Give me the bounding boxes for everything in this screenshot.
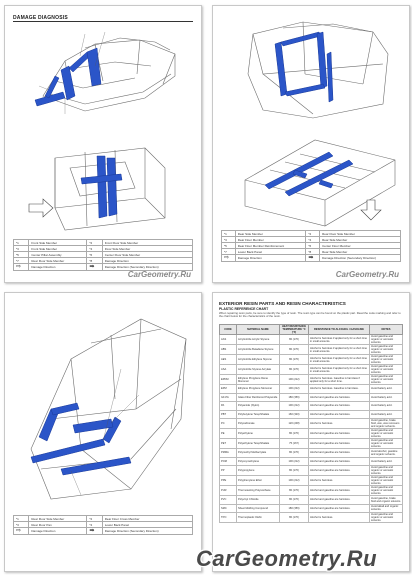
column-header: MATERIAL NAME — [237, 325, 280, 335]
page-watermark: CarGeometry.Ru — [335, 270, 399, 279]
table-cell: Acrylonitrile Butadiene Styrene — [237, 345, 280, 355]
table-cell: PUR — [220, 486, 237, 496]
table-cell: AAS — [220, 335, 237, 345]
table-row — [220, 355, 403, 365]
table-cell: PP — [220, 466, 237, 476]
table-row — [220, 449, 403, 458]
table-cell: Polymethyl Methacrylate — [237, 449, 280, 458]
legend-code: *1 — [14, 516, 29, 522]
table-cell: Alcohol and gasoline are harmless. — [309, 449, 370, 458]
table-cell: Avoid gasoline and organic or aromatic solvents. — [370, 335, 403, 345]
manual-page-resin-parts — [212, 292, 410, 572]
legend-label: Rear Floor Side Member — [29, 516, 87, 522]
legend-label: Lower Back Panel — [102, 522, 192, 528]
table-cell: GF-PA — [220, 393, 237, 402]
floor-structure-diagram — [11, 299, 195, 509]
table-cell: Avoid battery acid. — [370, 402, 403, 411]
table-cell: 120 (248) — [280, 419, 309, 429]
table-cell: EPM — [220, 385, 237, 394]
legend-table — [13, 239, 193, 271]
hollow-arrow-icon: ⇨ — [14, 264, 29, 271]
table-cell: Acrylonitrile Ethylene Styrene — [237, 355, 280, 365]
table-cell: 160 (320) — [280, 410, 309, 419]
table-cell: EPDM — [220, 375, 237, 385]
manual-page-damage-diagnosis-floor — [4, 292, 202, 572]
table-cell: Avoid gasoline and organic or aromatic solvents. — [370, 439, 403, 449]
table-row — [220, 457, 403, 466]
table-cell: PA — [220, 402, 237, 411]
legend-label: Rear Floor Member — [235, 237, 306, 243]
plastic-reference-table — [219, 324, 403, 523]
legend-code: *1 — [222, 231, 236, 237]
legend-label: Front Side Member — [29, 240, 87, 246]
solid-arrow-icon: ➡ — [87, 528, 102, 535]
table-cell: Acrylonitrile Styrene Acrylate — [237, 365, 280, 375]
table-row — [220, 496, 403, 505]
table-cell: Avoid gasoline and organic or aromatic solvents. — [370, 365, 403, 375]
legend-label: Rear Side Member — [320, 237, 401, 243]
table-row — [220, 410, 403, 419]
table-cell: Polyoxymethylene — [237, 457, 280, 466]
table-header-row — [220, 325, 403, 335]
table-cell: Alcohol is harmless. Gasoline is harmless. — [309, 385, 370, 394]
table-cell: Avoid gasoline and organic or aromatic solvents. — [370, 355, 403, 365]
table-row — [220, 504, 403, 513]
legend-table — [13, 515, 193, 535]
legend-label: Rear Side Member — [320, 249, 401, 255]
legend-code: *1 — [14, 240, 29, 246]
table-row — [220, 375, 403, 385]
table-cell: Avoid gasoline and organic or aromatic solvents. — [370, 513, 403, 523]
table-cell: Avoid battery acid. — [370, 410, 403, 419]
intro-paragraph: When repairing resin parts, be sure to identify the type of resin. The resin type can be found on the plastic part. Read the code marking and refer to the chart below for the characteristics of the resin. — [219, 311, 401, 319]
table-cell: Avoid gasoline and organic or aromatic solvents. — [370, 486, 403, 496]
table-row — [220, 513, 403, 523]
title-divider — [13, 21, 193, 22]
table-cell: Polypropylene — [237, 466, 280, 476]
table-cell: Alcohol is harmless if applied only for a short time in small amounts. — [309, 365, 370, 375]
legend-label: Front Side Member — [29, 246, 87, 252]
table-cell: 180 (356) — [280, 393, 309, 402]
legend-label: Damage Direction — [29, 528, 87, 535]
legend-code: *6 — [87, 252, 102, 258]
table-row — [220, 365, 403, 375]
table-row — [220, 393, 403, 402]
legend-label: Rear Floor Side Member — [320, 231, 401, 237]
table-cell: Alcohol and gasoline are harmless. — [309, 457, 370, 466]
column-header: NOTES — [370, 325, 403, 335]
legend-label: Center Pillar Assembly — [29, 252, 87, 258]
table-cell: Avoid battery acid. — [370, 385, 403, 394]
legend-code: *3 — [222, 237, 236, 243]
table-cell: Glass Fiber Reinforced Polyamide — [237, 393, 280, 402]
legend-code: *2 — [306, 231, 320, 237]
table-cell: Alcohol is harmless. — [309, 513, 370, 523]
table-cell: 75 (167) — [280, 439, 309, 449]
table-cell: Avoid gasoline and organic or aromatic solvents. — [370, 429, 403, 439]
table-cell: ASA — [220, 365, 237, 375]
table-cell: Avoid alkali and organic solvents. — [370, 504, 403, 513]
table-cell: Alcohol is harmless if applied only for a short time in small amounts. — [309, 345, 370, 355]
table-cell: 80 (176) — [280, 335, 309, 345]
table-row — [220, 385, 403, 394]
table-cell: Avoid gasoline and organic or aromatic solvents. — [370, 345, 403, 355]
table-cell: Polyamide (Nylon) — [237, 402, 280, 411]
table-row — [220, 335, 403, 345]
legend-label: Damage Direction (Secondary Direction) — [102, 264, 192, 271]
site-watermark: CarGeometry.Ru — [196, 546, 378, 571]
table-cell: Ethylene Propylene Monomer — [237, 385, 280, 394]
table-row — [220, 476, 403, 486]
table-cell: Sheet Molding Compound — [237, 504, 280, 513]
table-cell: Avoid battery acid. — [370, 393, 403, 402]
table-cell: 80 (176) — [280, 345, 309, 355]
legend-code: *7 — [222, 249, 236, 255]
legend-code: *2 — [87, 240, 102, 246]
table-cell: Alcohol and gasoline are harmless. — [309, 496, 370, 505]
table-cell: PET — [220, 439, 237, 449]
legend-label: Damage Direction — [235, 255, 306, 262]
table-cell: PC — [220, 419, 237, 429]
legend-label: Damage Direction (Secondary Direction) — [320, 255, 401, 262]
table-cell: ABS — [220, 345, 237, 355]
table-cell: Alcohol is harmless. — [309, 476, 370, 486]
legend-code: *5 — [14, 252, 29, 258]
table-cell: Avoid alcohol, gasoline and organic solvents. — [370, 449, 403, 458]
table-cell: 80 (176) — [280, 355, 309, 365]
legend-label: Rear Floor Pan — [29, 522, 87, 528]
table-cell: Acrylonitrile Acrylic Styrene — [237, 335, 280, 345]
table-cell: 80 (176) — [280, 466, 309, 476]
table-row — [220, 466, 403, 476]
table-cell: Alcohol and gasoline are harmless. — [309, 410, 370, 419]
table-cell: Alcohol and gasoline are harmless. — [309, 393, 370, 402]
legend-label: Center Floor Member — [320, 243, 401, 249]
legend-code: *2 — [87, 516, 102, 522]
table-cell: Avoid gasoline, brake fluid, wax, wax removers and organic solvents. — [370, 419, 403, 429]
table-cell: Polyvinyl Chloride — [237, 496, 280, 505]
table-cell: Thermoplastic Olefin — [237, 513, 280, 523]
damage-direction-arrow — [29, 199, 53, 217]
page-title: DAMAGE DIAGNOSIS — [13, 15, 68, 21]
legend-code: *3 — [14, 246, 29, 252]
table-cell: Polycarbonate — [237, 419, 280, 429]
table-cell: PVC — [220, 496, 237, 505]
hollow-arrow-icon: ⇨ — [14, 528, 29, 535]
table-cell: 100 (212) — [280, 476, 309, 486]
column-header: CODE — [220, 325, 237, 335]
page-watermark: CarGeometry.Ru — [127, 270, 191, 279]
manual-page-damage-diagnosis-rear — [212, 5, 410, 283]
table-cell: PBT — [220, 410, 237, 419]
section-subtitle: PLASTIC REFERENCE CHART — [219, 307, 269, 311]
table-cell: PPE — [220, 476, 237, 486]
table-cell: 100 (212) — [280, 385, 309, 394]
table-cell: 100 (212) — [280, 375, 309, 385]
front-underbody-diagram — [25, 138, 185, 238]
table-row — [220, 345, 403, 355]
table-cell: POM — [220, 457, 237, 466]
table-row — [220, 439, 403, 449]
column-header: HEAT RESISTANCE TEMPERATURE °C (°F) — [280, 325, 309, 335]
table-cell: Avoid gasoline and organic or aromatic solvents. — [370, 476, 403, 486]
table-cell: Avoid gasoline and organic or aromatic solvents. — [370, 466, 403, 476]
table-cell: SMC — [220, 504, 237, 513]
legend-label: Rear Floor Member Reinforcement — [235, 243, 306, 249]
table-cell: Thermosetting Polyurethane — [237, 486, 280, 496]
legend-code: *6 — [306, 243, 320, 249]
legend-label: Lower Back Panel — [235, 249, 306, 255]
table-cell: PMMA — [220, 449, 237, 458]
table-row — [220, 429, 403, 439]
table-cell: Alcohol and gasoline are harmless. — [309, 504, 370, 513]
table-cell: Polybutylene Terephthalate — [237, 410, 280, 419]
legend-label: Front Floor Side Member — [102, 240, 192, 246]
table-cell: TPO — [220, 513, 237, 523]
table-cell: Alcohol is harmless. — [309, 419, 370, 429]
table-cell: 80 (176) — [280, 496, 309, 505]
solid-arrow-icon: ➡ — [306, 255, 320, 262]
table-cell: 80 (176) — [280, 513, 309, 523]
legend-label: Rear Side Member — [235, 231, 306, 237]
table-cell: Ethylene Propylene Diene Monomer — [237, 375, 280, 385]
table-cell: AES — [220, 355, 237, 365]
table-cell: Alcohol and gasoline are harmless. — [309, 486, 370, 496]
table-cell: Alcohol and gasoline are harmless. — [309, 439, 370, 449]
front-body-structure-diagram — [25, 26, 185, 121]
legend-code: *4 — [87, 522, 102, 528]
legend-code: *8 — [87, 258, 102, 264]
table-body — [220, 335, 403, 523]
table-cell: 80 (176) — [280, 429, 309, 439]
table-row — [220, 486, 403, 496]
hollow-arrow-icon: ⇨ — [222, 255, 236, 262]
legend-code: *7 — [14, 258, 29, 264]
legend-code: *4 — [87, 246, 102, 252]
column-header: RESISTANCE TO ALCOHOL / GASOLINE — [309, 325, 370, 335]
legend-label: Damage Direction — [102, 258, 192, 264]
table-cell: 100 (212) — [280, 402, 309, 411]
legend-label: Rear Floor Side Member — [29, 258, 87, 264]
page-title: EXTERIOR RESIN PARTS AND RESIN CHARACTERISTICS — [219, 301, 346, 306]
table-cell: 80 (176) — [280, 365, 309, 375]
rear-underbody-diagram — [225, 130, 401, 230]
legend-code: *3 — [14, 522, 29, 528]
legend-code: *4 — [306, 237, 320, 243]
table-cell: PE — [220, 429, 237, 439]
table-cell: Alcohol is harmless. Gasoline is harmless if applied only for a short time. — [309, 375, 370, 385]
table-cell: Avoid battery acid. — [370, 457, 403, 466]
table-cell: Polyethylene Terephthalate — [237, 439, 280, 449]
table-cell: Alcohol and gasoline are harmless. — [309, 429, 370, 439]
table-row — [220, 419, 403, 429]
table-cell: 80 (176) — [280, 486, 309, 496]
table-cell: 180 (356) — [280, 504, 309, 513]
legend-label: Damage Direction (Secondary Direction) — [102, 528, 192, 535]
table-cell: Avoid gasoline and organic or aromatic solvents. — [370, 375, 403, 385]
legend-label: Floor Side Member — [102, 246, 192, 252]
table-cell: Polyethylene — [237, 429, 280, 439]
legend-row — [14, 528, 193, 535]
table-cell: Alcohol is harmless if applied only for a short time in small amounts. — [309, 335, 370, 345]
manual-page-damage-diagnosis-front — [4, 5, 202, 283]
table-cell: Alcohol and gasoline are harmless. — [309, 402, 370, 411]
table-cell: Alcohol and gasoline are harmless. — [309, 466, 370, 476]
legend-label: Damage Direction — [29, 264, 87, 271]
table-cell: Avoid gasoline, brake fluid and organic solvents. — [371, 496, 401, 503]
legend-code: *5 — [222, 243, 236, 249]
legend-code: *8 — [306, 249, 320, 255]
table-cell: Alcohol is harmless if applied only for a short time in small amounts. — [309, 355, 370, 365]
legend-table — [221, 230, 401, 262]
table-cell: 80 (176) — [280, 449, 309, 458]
rear-body-structure-diagram — [223, 14, 399, 124]
legend-label: Rear Floor Cross Member — [102, 516, 192, 522]
legend-label: Center Floor Side Member — [102, 252, 192, 258]
legend-row — [222, 255, 401, 262]
table-cell: Polyphenylene Ether — [237, 476, 280, 486]
table-row — [220, 402, 403, 411]
solid-arrow-icon: ➡ — [87, 264, 102, 271]
table-cell: 100 (212) — [280, 457, 309, 466]
